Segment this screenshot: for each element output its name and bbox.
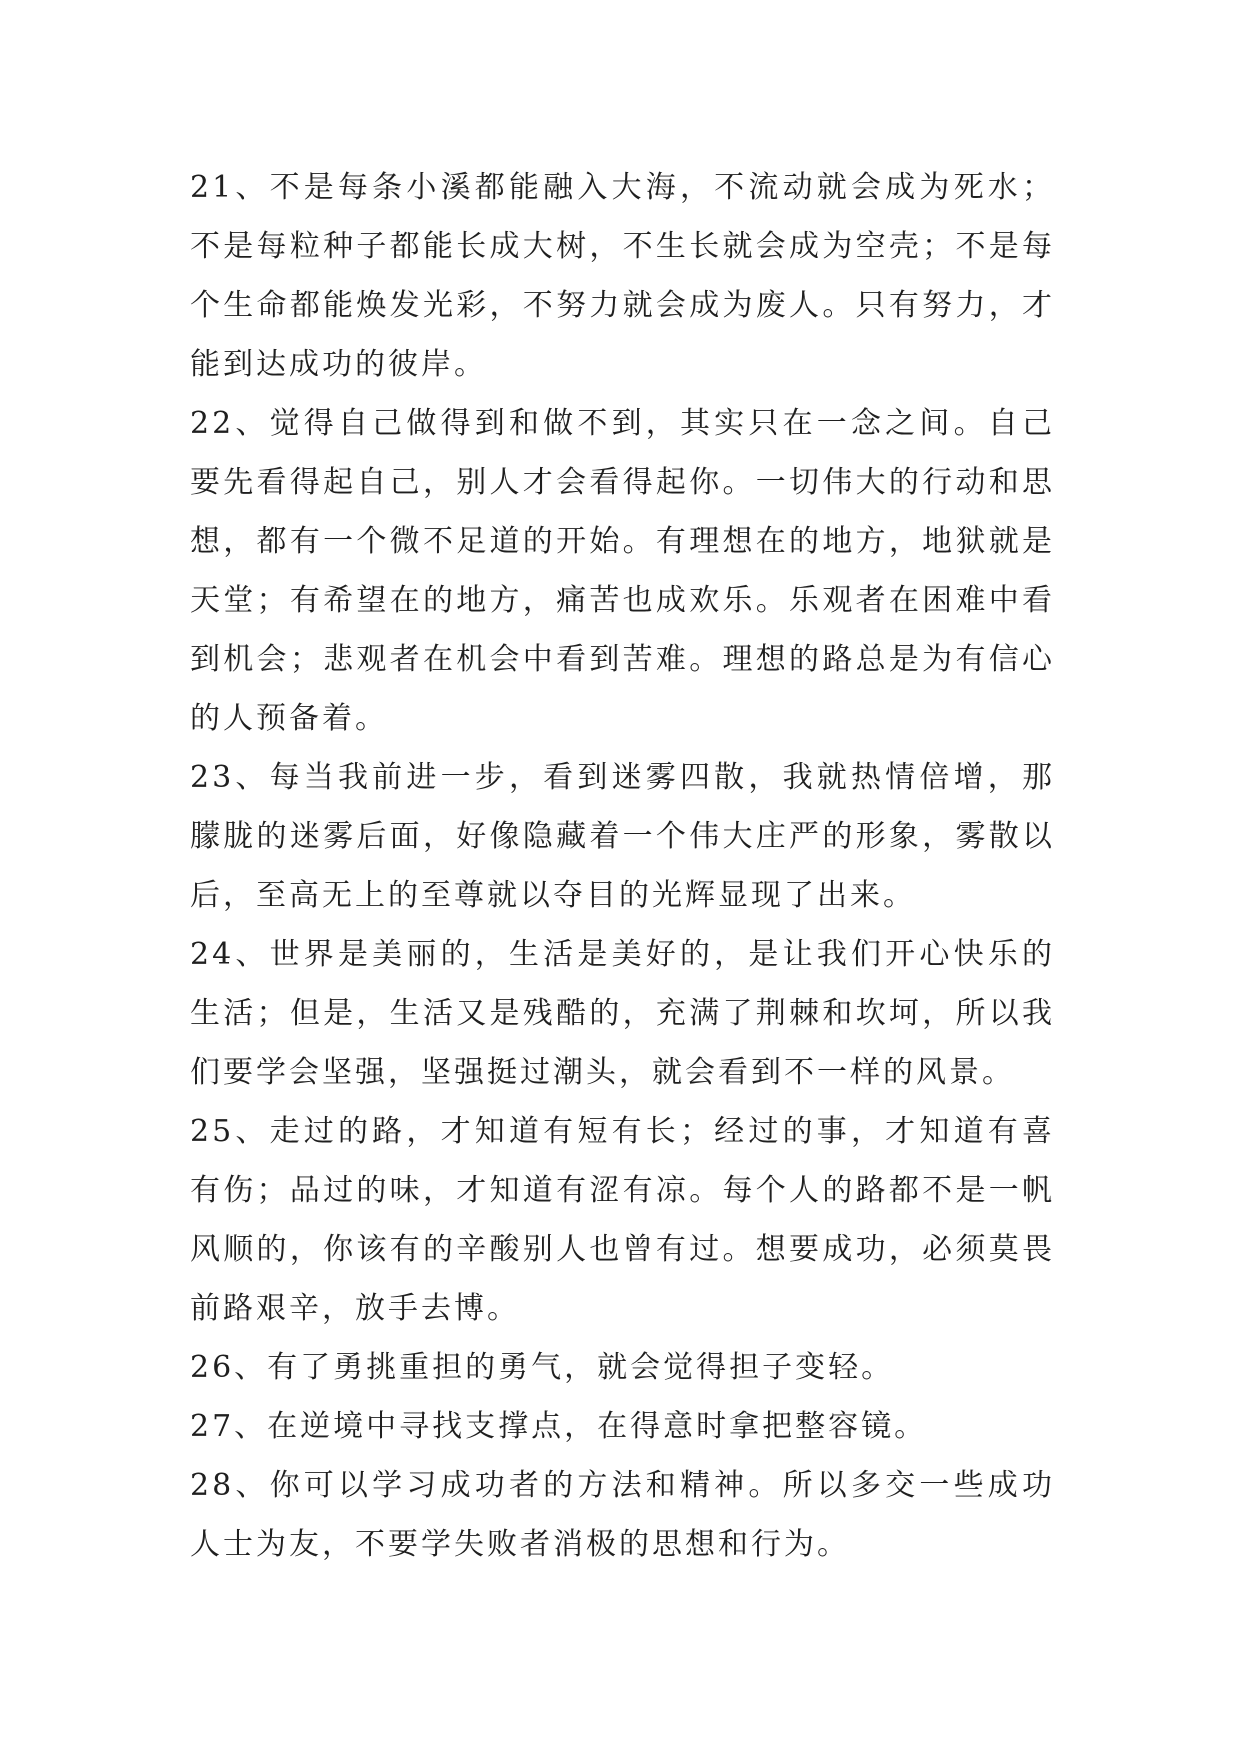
paragraph-27: 27、在逆境中寻找支撑点，在得意时拿把整容镜。 <box>190 1409 928 1444</box>
paragraph-23: 23、每当我前进一步，看到迷雾四散，我就热情倍增，那朦胧的迷雾后面，好像隐藏着一个伟大庄严的形象，雾散以后，至高无上的至尊就以夺目的光辉显现了出来。 <box>190 760 1055 913</box>
paragraph-28: 28、你可以学习成功者的方法和精神。所以多交一些成功人士为友，不要学失败者消极的思想和行为。 <box>190 1468 1055 1562</box>
paragraph-21: 21、不是每条小溪都能融入大海，不流动就会成为死水；不是每粒种子都能长成大树，不生长就会成为空壳；不是每个生命都能焕发光彩，不努力就会成为废人。只有努力，才能到达成功的彼岸。 <box>190 170 1055 382</box>
paragraph-25: 25、走过的路，才知道有短有长；经过的事，才知道有喜有伤；品过的味，才知道有涩有凉。每个人的路都不是一帆风顺的，你该有的辛酸别人也曾有过。想要成功，必须莫畏前路艰辛，放手去博。 <box>190 1114 1055 1326</box>
paragraph-24: 24、世界是美丽的，生活是美好的，是让我们开心快乐的生活；但是，生活又是残酷的，充满了荆棘和坎坷，所以我们要学会坚强，坚强挺过潮头，就会看到不一样的风景。 <box>190 937 1055 1090</box>
document-body <box>190 158 1055 1574</box>
paragraph-26: 26、有了勇挑重担的勇气，就会觉得担子变轻。 <box>190 1350 895 1385</box>
paragraph-22: 22、觉得自己做得到和做不到，其实只在一念之间。自己要先看得起自己，别人才会看得起你。一切伟大的行动和思想，都有一个微不足道的开始。有理想在的地方，地狱就是天堂；有希望在的地方，痛苦也成欢乐。乐观者在困难中看到机会；悲观者在机会中看到苦难。理想的路总是为有信心的人预备着。 <box>190 406 1055 736</box>
